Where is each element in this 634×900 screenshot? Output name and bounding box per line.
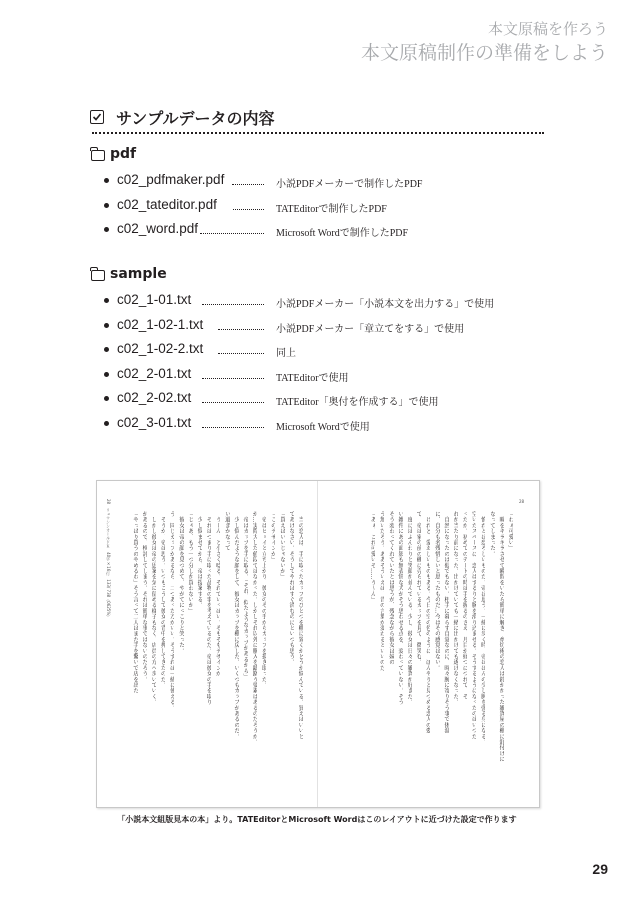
header-section: 本文原稿制作の準備をしよう: [360, 42, 608, 64]
bullet-icon: [104, 323, 109, 328]
text-column: 「わぁ可愛い」: [507, 511, 513, 551]
figure-caption: 「小説本文組版見本の本」より。TATEditorとMicrosoft Wordはこのレイアウトに近づけた設定で作ります: [117, 815, 517, 824]
text-column: 「このデザインが」: [269, 511, 276, 563]
folder-icon: [91, 270, 105, 281]
text-column: い雑件にあの面影も無表情な犬がそう思わせる点を、変わっていない。そう: [396, 511, 403, 705]
text-column: れが当たり前になった。出かけていても一緒に出かけても遂げなくなった。: [451, 511, 458, 705]
text-column: しかし彼女は帝の思案を気に留める様子もなく、店員の方へ歩いていく。: [150, 511, 156, 705]
book-gutter: [317, 481, 318, 807]
file-description: 小説PDFメーカー「小説本文を出力する」で使用: [276, 299, 495, 310]
file-name: c02_2-01.txt: [117, 365, 192, 381]
text-column: なってしまった。: [488, 511, 495, 557]
bullet-icon: [104, 396, 109, 401]
bullet-icon: [104, 421, 109, 426]
file-name: c02_word.pdf: [117, 221, 199, 237]
text-column: に、自分も名残惜しいと思ったものだ…今はその感覚はない。: [433, 511, 440, 671]
leader-dots: [232, 184, 264, 185]
folder-label: pdf: [110, 146, 137, 162]
page-number: 29: [592, 861, 608, 877]
text-column: が…実際大した値段ではなかった。しかしそれ以外に購入を躊躇う要素はあるのだろうか。: [251, 511, 258, 745]
text-column: そうか、帝は思う。いつもこうして彼女の背中を押してきたのだ。: [159, 511, 166, 688]
bullet-icon: [104, 178, 109, 183]
text-column: ぞれはつまり手に取った品物の事を考えているのだ。帝は彼女の手を取り: [205, 511, 212, 705]
file-description: TATEditorで制作したPDF: [276, 203, 387, 215]
bullet-icon: [104, 227, 109, 232]
leader-dots: [218, 353, 264, 354]
file-description: 同上: [276, 348, 296, 360]
file-description: TATEditor「奥付を作成する」で使用: [276, 397, 439, 409]
text-column: 空いたスペースに、恋人はするりと腕を滑り込ませる。ぞうするようになったのはいつだ: [470, 511, 477, 739]
leader-dots: [233, 209, 264, 210]
leader-dots: [202, 378, 264, 379]
bullet-icon: [104, 372, 109, 377]
text-column: 瞳をキラキラさせて瞬間をいたら簡単に解き、糸切術の恋人は鈴かかった雑貨屋の棚に釘付けに: [497, 511, 504, 762]
text-column: 「じゃあ、もう一つ分しか買わないか」: [186, 511, 193, 614]
bullet-icon: [104, 347, 109, 352]
section-title: サンプルデータの内容: [116, 109, 275, 128]
text-column: う無いだろう。ああそういえば、昔の言葉が変わるといいのだ: [378, 511, 385, 671]
text-column: 帝はヒョイと立ち上がり、彼女のその手からカップを抜き取った。: [260, 511, 267, 688]
text-column: 彼女は帝の顔を見つめて、やがてにっこりと笑った。: [177, 511, 184, 654]
text-column: 帝はカップを手に取る。「それ、似たようなカップがあるから」: [241, 511, 248, 680]
leader-dots: [200, 233, 264, 234]
text-column: てあげなさい。そうしてやればすぐ済むのにといつも思う。: [287, 511, 294, 665]
text-column: い過ぎかなって: [223, 511, 230, 551]
text-column: 少し悩んだような顔をして、彼女はカップを棚に戻した。いくつもカップがあるのだ。: [232, 511, 239, 739]
text-column: うーん、と小さく唸る。それでいっぱい。そもそもデザインが: [214, 511, 221, 677]
right-page-number: 28: [519, 499, 525, 504]
text-column: う、同じカップがあるなら、二つあった方がいい。そうすれば一緒に使える。: [168, 511, 175, 711]
folder-icon: [91, 150, 105, 161]
right-page-text: [369, 511, 513, 796]
text-column: 「あぁ、これ可愛いぞ……う〜ん」: [369, 511, 376, 603]
file-name: c02_2-02.txt: [117, 390, 192, 406]
file-name: c02_1-02-1.txt: [117, 316, 204, 332]
leader-dots: [218, 329, 264, 330]
file-name: c02_1-01.txt: [117, 292, 192, 307]
book-preview-image: [96, 480, 540, 808]
text-column: 慎れとは恐ろしいものだ。帝は思う。一緒に歩く時、帝はほんの少し胸を張る身になる。: [479, 511, 486, 745]
file-description: Microsoft Wordで使用: [276, 422, 370, 433]
file-name: c02_1-02-2.txt: [117, 341, 204, 357]
bullet-icon: [104, 203, 109, 208]
file-description: TATEditorで使用: [276, 372, 349, 384]
file-name: c02_tateditor.pdf: [117, 196, 217, 212]
folder-label: sample: [110, 266, 167, 282]
file-name: c02_3-01.txt: [117, 415, 192, 430]
text-column: けれど、愛おしいものもある。今日の空の色のように、ぼんやりと見つめる恋人の姿: [424, 511, 431, 734]
file-name: c02_pdfmaker.pdf: [117, 172, 225, 187]
file-description: Microsoft Wordで制作したPDF: [276, 228, 409, 240]
file-description: 小説PDFメーカーで制作したPDF: [276, 179, 423, 190]
title-divider: [92, 132, 544, 134]
text-column: があるので、検討してしまう。それは簡単な事ではないのだろう。: [140, 511, 147, 682]
text-column: 度にはふんわりと笑顔が並んでいる。少し、彼女は日々の雑貨が好きだ。: [405, 511, 412, 705]
header-chapter: 本文原稿を作ろう: [487, 20, 608, 38]
leader-dots: [202, 304, 264, 305]
text-column: 当の恋人は、手に取ったカップのひとつを棚に置くかどうか悩んでいる。買えばいいと: [297, 511, 303, 739]
text-column: 自然になったのは他でもない。相手に暮らす自覚なのに、時々腕に寄りそう事で体温: [442, 511, 449, 734]
left-running-head: 28 リュウシンオールドＫ 40字×16行 133/ 738（0625%）: [106, 499, 111, 620]
text-column: 少し悩ませてから、帝は提案する。: [195, 511, 202, 608]
bullet-icon: [104, 298, 109, 303]
text-column: 「買えばいいじゃないか」: [278, 511, 285, 580]
leader-dots: [202, 427, 264, 428]
checkbox-icon: [90, 110, 104, 124]
left-page-text: [132, 511, 303, 796]
text-column: 「やっぱり買うのやめるわ」そう言って二人はまた手を繋いで店を出た: [131, 511, 138, 694]
leader-dots: [202, 402, 264, 403]
text-column: で、帝は家の前の棚に売られているカップを見て、微笑む。: [415, 511, 422, 665]
file-description: 小説PDFメーカー「章立てをする」で使用: [276, 323, 465, 335]
text-column: ったか。初めてのデートの時は手を握るのさえ、月目が経つにつれて、そ: [461, 511, 468, 700]
text-column: そう変わってくれていたとは思うが、残念ながら彼女は妹の: [387, 511, 394, 665]
